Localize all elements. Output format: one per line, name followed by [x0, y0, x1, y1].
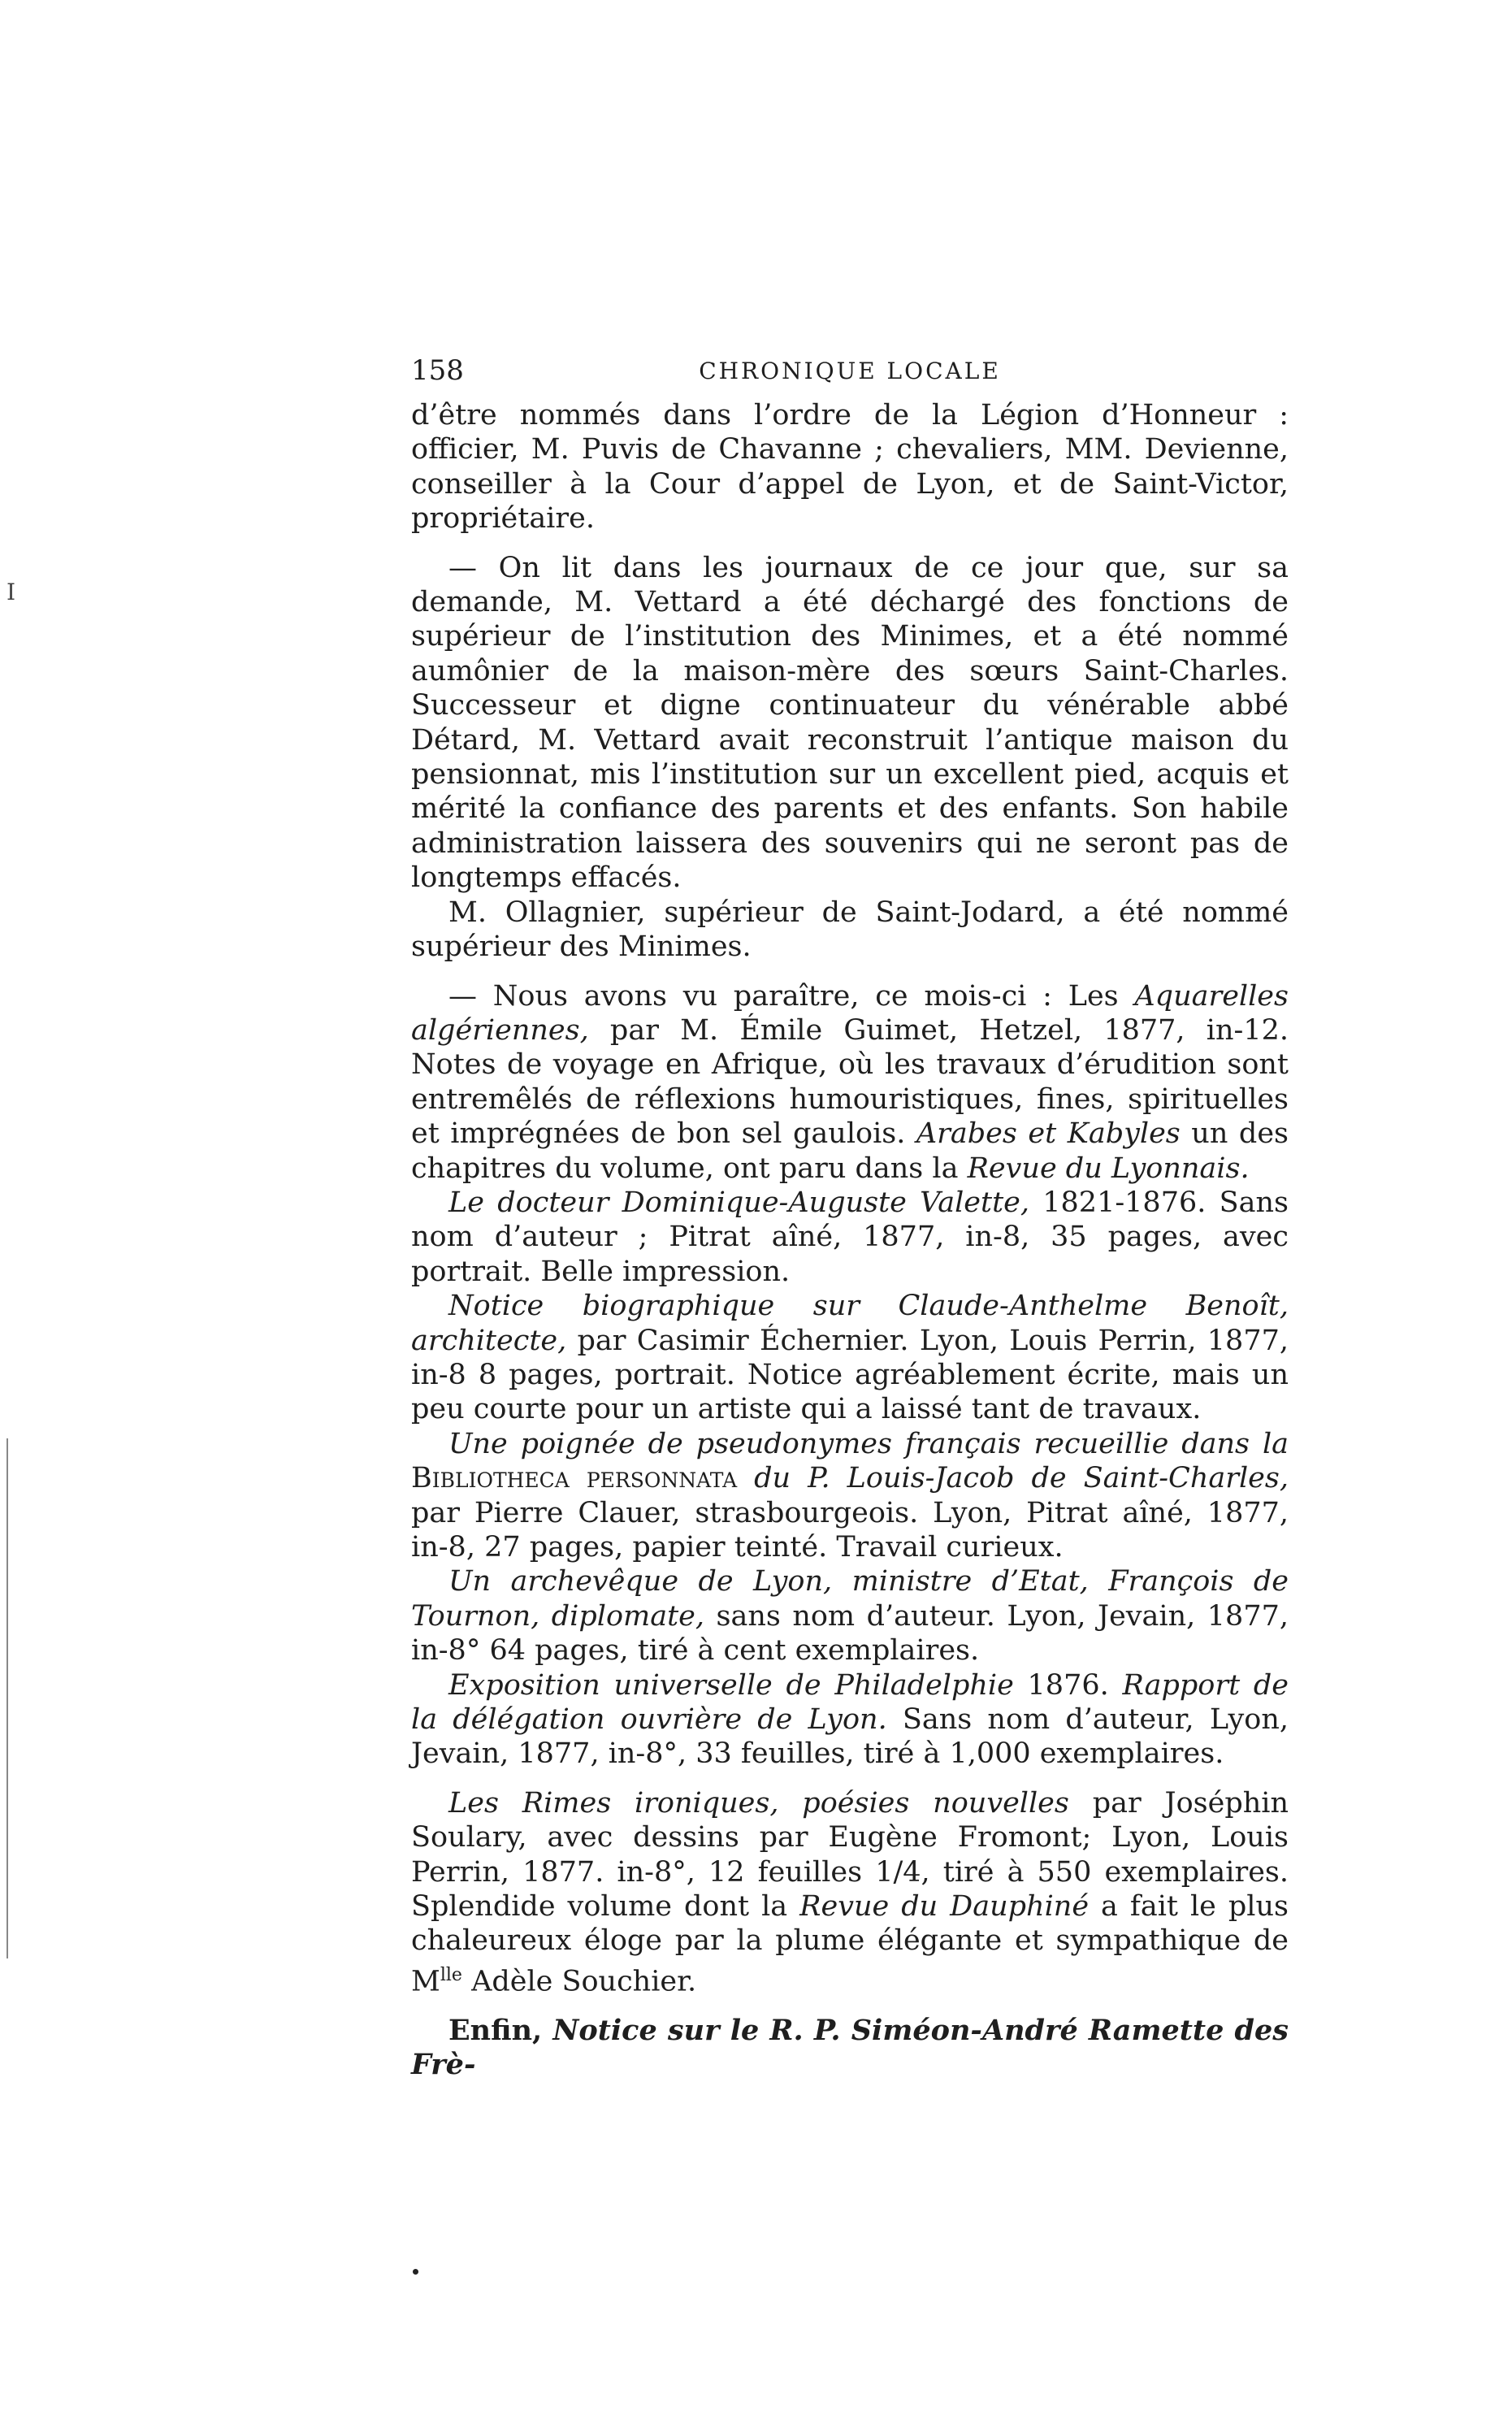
title-archeveque: Un archevêque de Lyon, ministre d’Etat, François de Tournon, diplomate, — [411, 1565, 1289, 1633]
text-run: — Nous avons vu paraître, ce mois-ci : Les — [448, 979, 1135, 1013]
superscript-lle: lle — [440, 1964, 462, 1985]
title-revue-lyonnais: Revue du Lyonnais. — [967, 1152, 1250, 1185]
paragraph-benoit — [411, 1289, 1289, 1427]
paragraph-ollagnier: M. Ollagnier, supérieur de Saint-Jodard, a été nommé supérieur des Minimes. — [411, 896, 1289, 964]
page-number: 158 — [411, 354, 464, 387]
title-benoit: Notice biographique sur Claude-Anthelme Benoît, architecte, — [411, 1290, 1289, 1357]
paragraph-rimes — [411, 1786, 1289, 1999]
paragraph-aquarelles — [411, 979, 1289, 1186]
title-rapport: Rapport de la délégation ouvrière de Lyon. — [411, 1668, 1289, 1737]
title-ramette: Notice sur le R. P. Siméon-André Ramette des Frè- — [411, 2013, 1289, 2082]
title-louis-jacob: du P. Louis-Jacob de Saint-Charles, — [754, 1462, 1289, 1495]
text-run: 1876. — [1013, 1668, 1123, 1702]
bottom-dot-mark — [413, 2269, 418, 2275]
paragraph-archeveque — [411, 1564, 1289, 1668]
title-exposition: Exposition universelle de Philadelphie — [448, 1668, 1014, 1702]
text-run: un des chapitres du volume, ont paru dans la — [411, 1117, 1289, 1185]
text-body — [411, 398, 1289, 2083]
title-revue-dauphine: Revue du Dauphiné — [799, 1890, 1090, 1924]
paragraph-valette — [411, 1186, 1289, 1289]
left-margin-mark: I — [6, 579, 16, 605]
paragraph-vettard: — On lit dans les journaux de ce jour que, sur sa demande, M. Vettard a été déchargé des fonctions de supérieur de l’institution des Minimes, et a été nommé aumônier de la maison-mère des sœurs Saint-Charles. Successeur et digne continuateur du vénérable abbé Détard, M. Vettard avait reconstruit l’antique maison du pensionnat, mis l’institution sur un excellent pied, acquis et mérité la confiance des parents et des enfants. Son habile administration laissera des souvenirs qui ne seront pas de longtemps effacés. — [411, 551, 1289, 895]
text-run: par M. Émile Guimet, Hetzel, 1877, in-12. Notes de voyage en Afrique, où les travaux d’érudition sont entremêlés de réflexions humouristiques, fines, spirituelles et imprégnées de bon sel gaulois. — [411, 1013, 1289, 1151]
title-valette: Le docteur Dominique-Auguste Valette, — [448, 1186, 1029, 1219]
left-margin-scan-line — [6, 1438, 8, 1958]
text-run: par Pierre Clauer, strasbourgeois. Lyon, Pitrat aîné, 1877, in-8, 27 pages, papier teinté. Travail curieux. — [411, 1496, 1289, 1564]
text-run: par Joséphin Soulary, avec dessins par Eugène Fromont; Lyon, Louis Perrin, 1877. in-8°, 12 feuilles 1/4, tiré à 550 exemplaires. Splendide volume dont la — [411, 1786, 1289, 1924]
text-run: sans nom d’auteur. Lyon, Jevain, 1877, in-8° 64 pages, tiré à cent exemplaires. — [411, 1599, 1289, 1668]
text-run: a fait le plus chaleureux éloge par la plume élégante et sympathique de M — [411, 1890, 1289, 1998]
title-bibliotheca: Bibliotheca personnata — [411, 1462, 738, 1495]
title-rimes-ironiques: Les Rimes ironiques, poésies nouvelles — [448, 1786, 1069, 1820]
page-header — [411, 354, 1289, 395]
text-run: Adèle Souchier. — [461, 1965, 697, 1998]
paragraph-pseudonymes — [411, 1427, 1289, 1565]
running-head: CHRONIQUE LOCALE — [699, 358, 1001, 384]
title-arabes-kabyles: Arabes et Kabyles — [916, 1117, 1181, 1151]
text-run: par Casimir Échernier. Lyon, Louis Perrin, 1877, in-8 8 pages, portrait. Notice agréablement écrite, mais un peu courte pour un artiste qui a laissé tant de travaux. — [411, 1324, 1289, 1426]
paragraph-enfin — [411, 2014, 1289, 2083]
title-aquarelles: Aquarelles algériennes, — [411, 979, 1289, 1047]
text-run: Enfin, — [448, 2013, 553, 2047]
title-pseudonymes: Une poignée de pseudonymes français recueillie dans la — [448, 1427, 1289, 1460]
paragraph-legion-honneur: d’être nommés dans l’ordre de la Légion d’Honneur : officier, M. Puvis de Chavanne ; chevaliers, MM. Devienne, conseiller à la Cour d’appel de Lyon, et de Saint-Victor, propriétaire. — [411, 399, 1289, 536]
paragraph-philadelphie — [411, 1668, 1289, 1772]
text-run: Sans nom d’auteur, Lyon, Jevain, 1877, in-8°, 33 feuilles, tiré à 1,000 exemplaires. — [411, 1703, 1289, 1771]
text-run: 1821-1876. Sans nom d’auteur ; Pitrat aîné, 1877, in-8, 35 pages, avec portrait. Belle impression. — [411, 1186, 1289, 1288]
